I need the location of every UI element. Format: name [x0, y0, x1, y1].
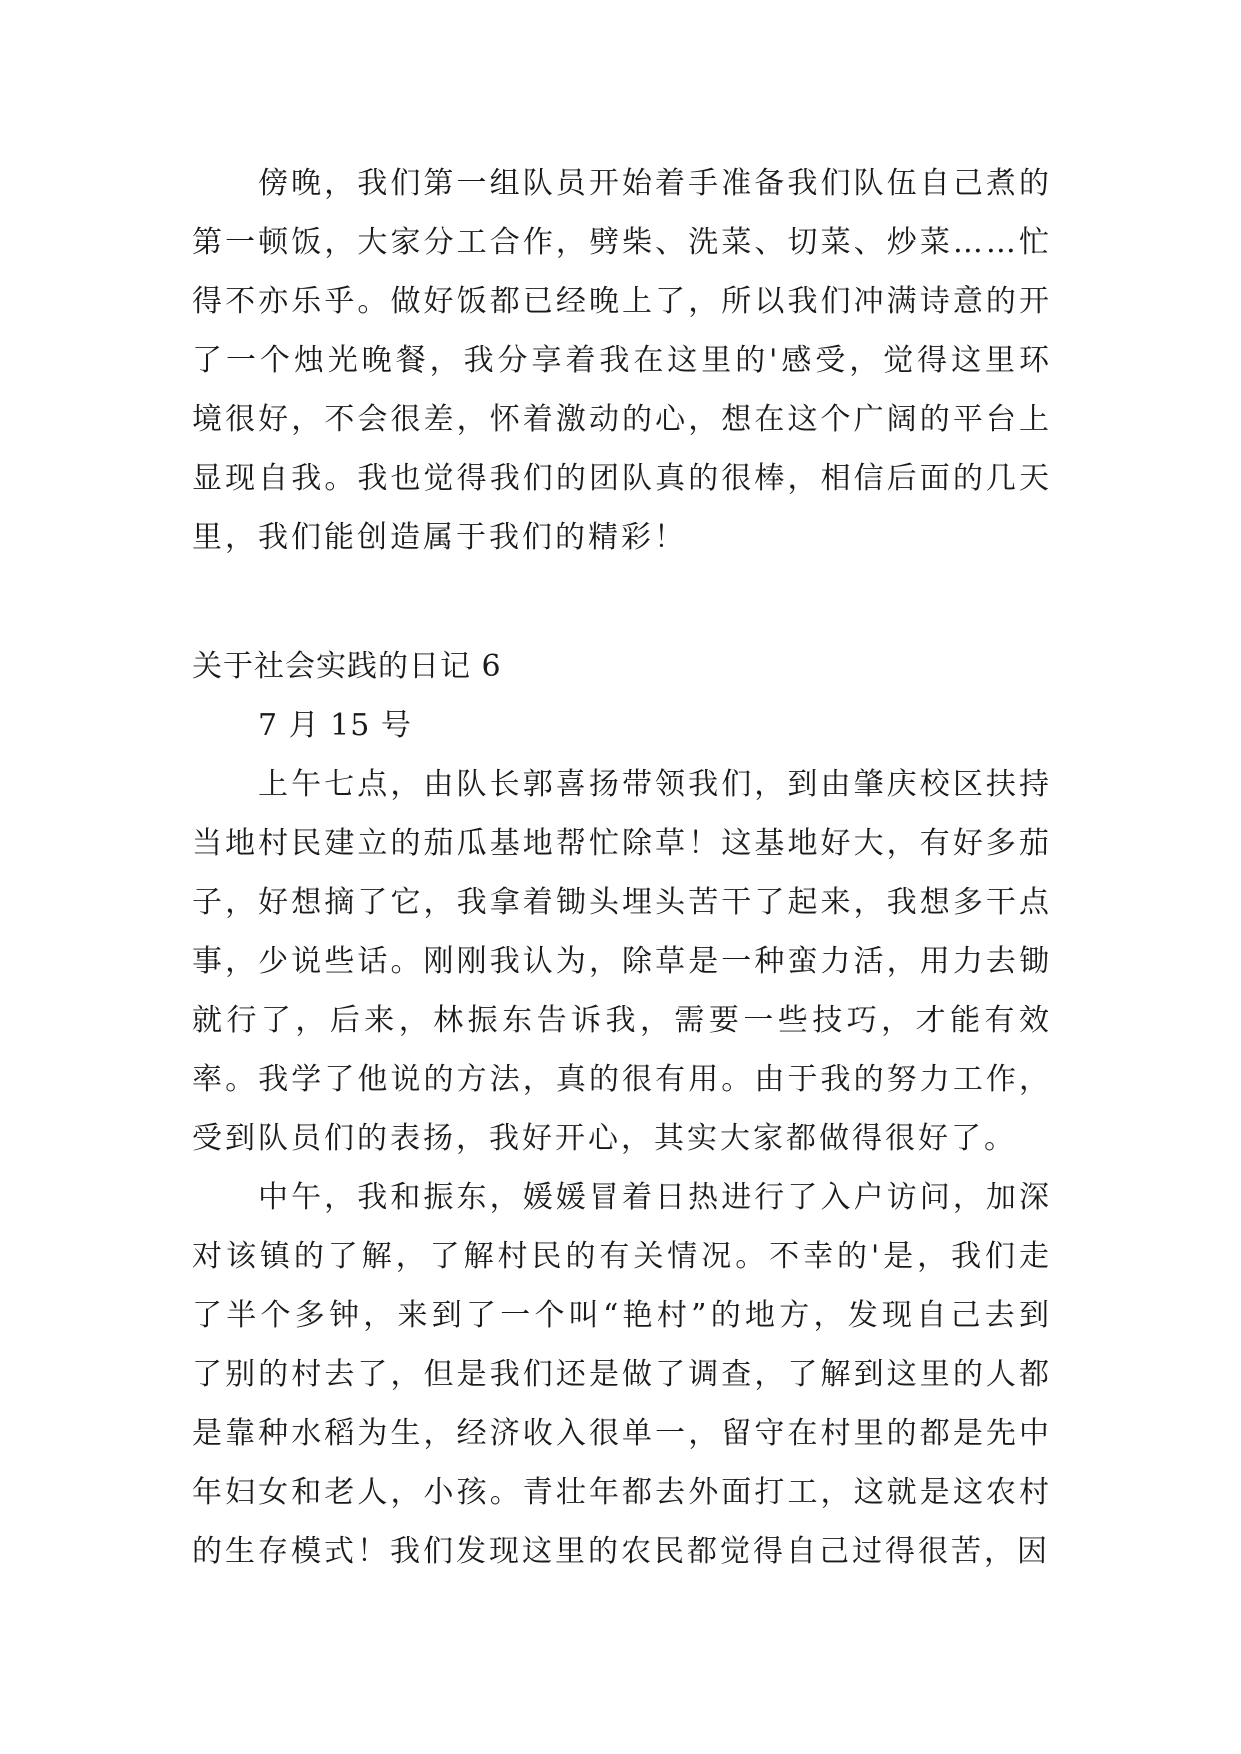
paragraph-noon: 中午，我和振东，媛媛冒着日热进行了入户访问，加深对该镇的了解，了解村民的有关情况。不幸的'是，我们走了半个多钟，来到了一个叫“艳村”的地方，发现自己去到了别的村去了，但是我们还是做了调查，了解到这里的人都是靠种水稻为生，经济收入很单一，留守在村里的都是先中年妇女和老人，小孩。青壮年都去外面打工，这就是这农村的生存模式！我们发现这里的农民都觉得自己过得很苦，因 — [192, 1180, 1052, 1569]
paragraph-evening: 傍晚，我们第一组队员开始着手准备我们队伍自己煮的第一顿饭，大家分工合作，劈柴、洗菜、切菜、炒菜……忙得不亦乐乎。做好饭都已经晚上了，所以我们冲满诗意的开了一个烛光晚餐，我分享着我在这里的'感受，觉得这里环境很好，不会很差，怀着激动的心，想在这个广阔的平台上显现自我。我也觉得我们的团队真的很棒，相信后面的几天里，我们能创造属于我们的精彩！ — [192, 166, 1052, 555]
paragraph-morning: 上午七点，由队长郭喜扬带领我们，到由肇庆校区扶持当地村民建立的茄瓜基地帮忙除草！这基地好大，有好多茄子，好想摘了它，我拿着锄头埋头苦干了起来，我想多干点事，少说些话。刚刚我认为，除草是一种蛮力活，用力去锄就行了，后来，林振东告诉我，需要一些技巧，才能有效率。我学了他说的方法，真的很有用。由于我的努力工作，受到队员们的表扬，我好开心，其实大家都做得很好了。 — [192, 767, 1052, 1156]
document-body — [192, 154, 1052, 1581]
diary-date: 7 月 15 号 — [258, 708, 412, 743]
diary-heading: 关于社会实践的日记 6 — [192, 649, 502, 684]
